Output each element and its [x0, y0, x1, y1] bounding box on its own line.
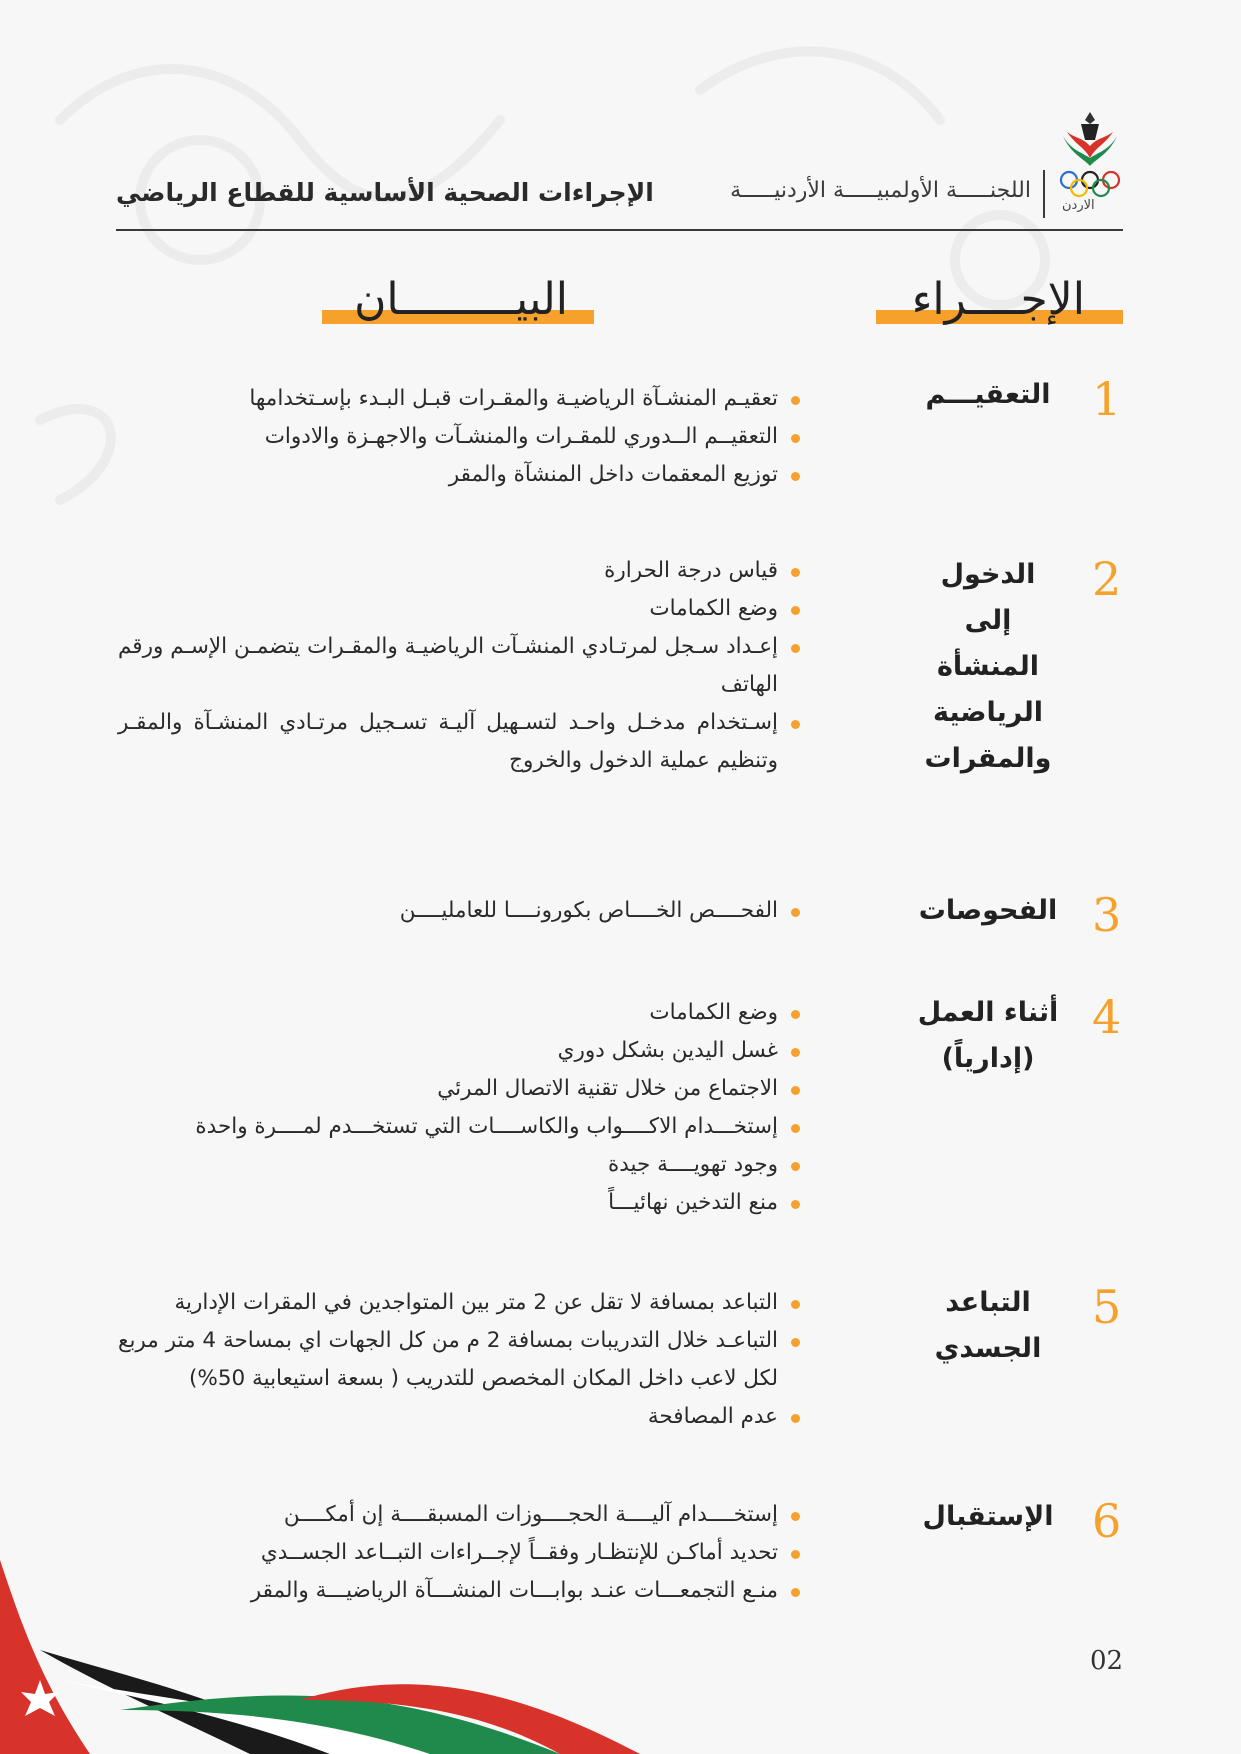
document-title: الإجراءات الصحية الأساسية للقطاع الرياضي	[116, 178, 654, 207]
header-divider	[1043, 170, 1045, 218]
row-label: التعقيـــم	[925, 379, 1051, 410]
bullet-icon	[791, 1414, 800, 1423]
bullet-icon	[791, 1300, 800, 1309]
row-items	[118, 380, 778, 494]
row-number: 1	[1092, 372, 1122, 426]
row-items	[118, 892, 778, 930]
row-label: أثناء العمل (إدارياً)	[917, 997, 1059, 1074]
bullet-icon	[791, 1010, 800, 1019]
bullet-icon	[791, 908, 800, 917]
list-item: التعقيــم الــدوري للمقـرات والمنشـآت والاجهـزة والادوات	[118, 418, 778, 456]
row-label: التباعد الجسدي	[934, 1287, 1042, 1364]
row-items	[118, 552, 778, 780]
list-item: منع التدخين نهائيـــاً	[118, 1184, 778, 1222]
list-item: إسـتخدام مدخـل واحـد لتسـهيل آليـة تسـجيل مرتـادي المنشـآة والمقـر وتنظيم عملية الدخول والخروج	[118, 704, 778, 780]
list-item: إعـداد سـجل لمرتـادي المنشـآت الرياضيـة والمقـرات يتضمـن الإسـم ورقم الهاتف	[118, 628, 778, 704]
jordan-flag-ribbon	[0, 1560, 640, 1754]
bullet-icon	[791, 1086, 800, 1095]
bullet-icon	[791, 644, 800, 653]
row-label: الإستقبال	[922, 1501, 1054, 1532]
row-label: الدخول إلى المنشأة الرياضية والمقرات	[924, 559, 1052, 774]
procedure-heading-text: الإجــــراء	[911, 274, 1085, 325]
description-heading-text: البيـــــــــان	[354, 274, 568, 325]
description-column-heading	[322, 274, 594, 330]
bullet-icon	[791, 1162, 800, 1171]
row-number: 4	[1092, 990, 1122, 1044]
list-item: عدم المصافحة	[118, 1398, 778, 1436]
row-label: الفحوصات	[918, 895, 1058, 926]
list-item: إستخــــدام آليــــة الحجــــوزات المسبقــــة إن أمكــــن	[118, 1496, 778, 1534]
row-items	[118, 1284, 778, 1436]
bullet-icon	[791, 1048, 800, 1057]
row-number: 3	[1092, 888, 1122, 942]
list-item: الاجتماع من خلال تقنية الاتصال المرئي	[118, 1070, 778, 1108]
list-item: وجود تهويــــة جيدة	[118, 1146, 778, 1184]
bullet-icon	[791, 434, 800, 443]
bullet-icon	[791, 472, 800, 481]
bullet-icon	[791, 606, 800, 615]
row-number: 5	[1092, 1280, 1122, 1334]
bullet-icon	[791, 1588, 800, 1597]
organization-name: اللجنـــــة الأولمبيـــــة الأردنيـــــة	[730, 178, 1031, 203]
bullet-icon	[791, 1200, 800, 1209]
bullet-icon	[791, 396, 800, 405]
list-item: توزيع المعقمات داخل المنشآة والمقر	[118, 456, 778, 494]
procedure-column-heading	[876, 274, 1123, 330]
page-number: 02	[1090, 1646, 1124, 1676]
header-rule	[116, 229, 1123, 231]
bullet-icon	[791, 1338, 800, 1347]
list-item: التباعد بمسافة لا تقل عن 2 متر بين المتواجدين في المقرات الإدارية	[118, 1284, 778, 1322]
list-item: تحديد أماكـن للإنتظـار وفقــاً لإجــراءات التبــاعد الجســدي	[118, 1534, 778, 1572]
bullet-icon	[791, 1124, 800, 1133]
list-item: قياس درجة الحرارة	[118, 552, 778, 590]
list-item: تعقيـم المنشـآة الرياضيـة والمقـرات قبـل البـدء بإسـتخدامها	[118, 380, 778, 418]
list-item: التباعـد خلال التدريبات بمسافة 2 م من كل الجهات اي بمساحة 4 متر مربع لكل لاعب داخل المكان المخصص للتدريب ( بسعة استيعابية 50%)	[118, 1322, 778, 1398]
bullet-icon	[791, 1512, 800, 1521]
row-number: 6	[1092, 1494, 1122, 1548]
row-number: 2	[1092, 552, 1122, 606]
row-items	[118, 994, 778, 1222]
bullet-icon	[791, 568, 800, 577]
list-item: وضع الكمامات	[118, 590, 778, 628]
list-item: منـع التجمعـــات عنـد بوابـــات المنشـــآة الرياضيـــة والمقر	[118, 1572, 778, 1610]
list-item: وضع الكمامات	[118, 994, 778, 1032]
list-item: غسل اليدين بشكل دوري	[118, 1032, 778, 1070]
list-item: الفحــــص الخــــاص بكورونــــا للعامليــــن	[118, 892, 778, 930]
list-item: إستخـــدام الاكــــواب والكاســــات التي تستخـــدم لمــــرة واحدة	[118, 1108, 778, 1146]
logo-caption: الاردن	[1062, 198, 1095, 213]
bullet-icon	[791, 1550, 800, 1559]
bullet-icon	[791, 720, 800, 729]
